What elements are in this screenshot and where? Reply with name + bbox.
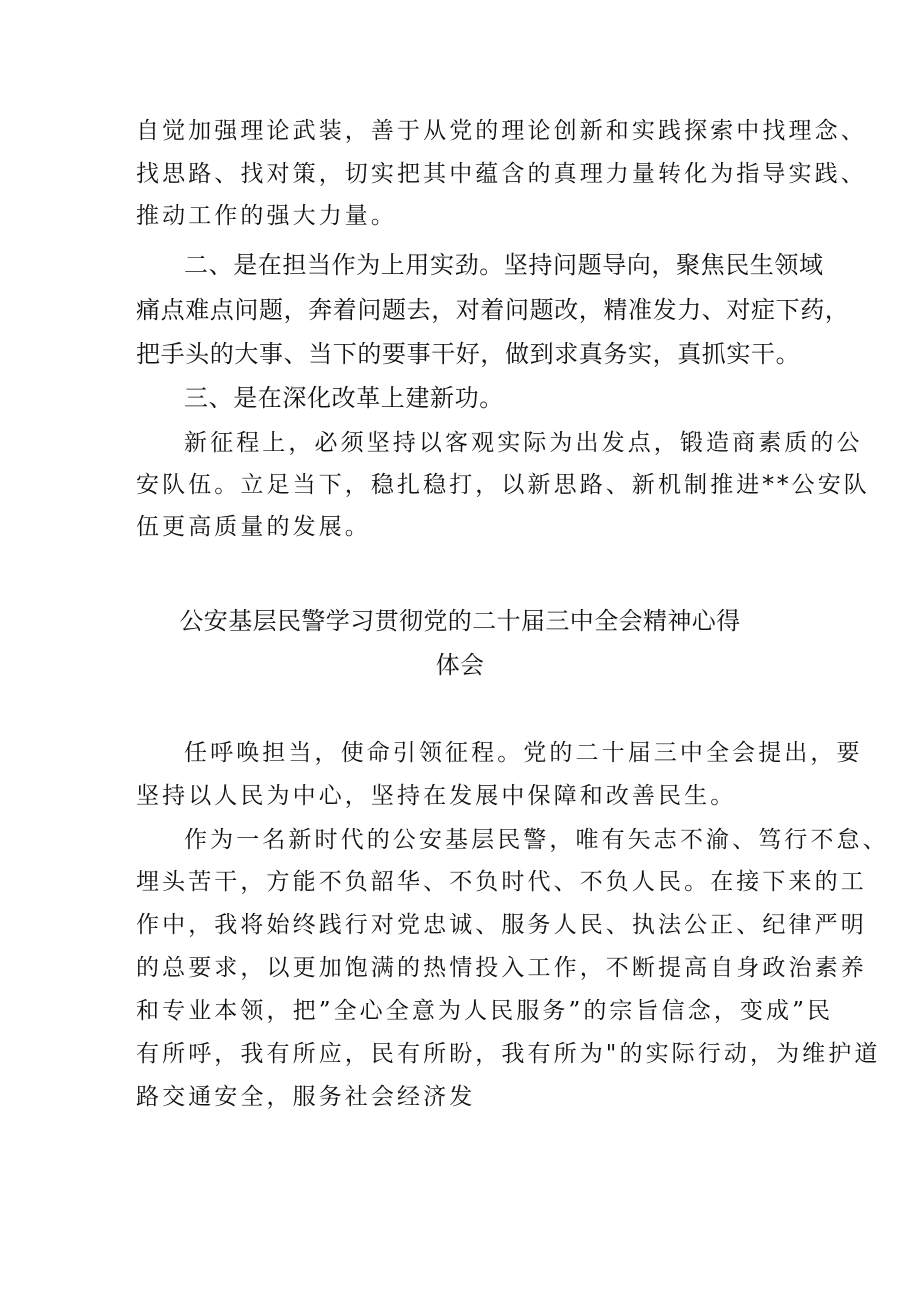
paragraph-line: 的总要求，以更加饱满的热情投入工作，不断提高自身政治素养: [136, 955, 867, 981]
paragraph-line: 推动工作的强大力量。: [136, 203, 397, 229]
paragraph-line: 路交通安全，服务社会经济发: [136, 1084, 476, 1110]
section-heading-line: 三、是在深化改革上建新功。: [184, 384, 504, 412]
section-heading-line: 二、是在担当作为上用实劲。坚持问题导向，聚焦民生领域: [184, 251, 824, 279]
section-heading-line: 痛点难点问题，奔着问题去，对着问题改，精准发力、对症下药，: [136, 296, 850, 324]
paragraph-line: 作中，我将始终践行对党忠诚、服务人民、执法公正、纪律严明: [136, 912, 867, 938]
paragraph-line: 自觉加强理论武装，善于从党的理论创新和实践探索中找理念、: [136, 118, 867, 144]
paragraph-line: 和专业本领，把”全心全意为人民服务”的宗旨信念，变成”民: [136, 998, 834, 1024]
paragraph-line: 伍更高质量的发展。: [136, 514, 371, 540]
paragraph-line: 作为一名新时代的公安基层民警，唯有矢志不渝、笃行不怠、: [184, 827, 889, 853]
paragraph-line: 找思路、找对策，切实把其中蕴含的真理力量转化为指导实践、: [136, 161, 867, 187]
article-title-line2: 体会: [435, 651, 485, 679]
paragraph-line: 安队伍。立足当下，稳扎稳打，以新思路、新机制推进**公安队: [136, 472, 870, 498]
paragraph-line: 任呼唤担当，使命引领征程。党的二十届三中全会提出，要: [184, 740, 863, 766]
article-title-line1: 公安基层民警学习贯彻党的二十届三中全会精神心得: [179, 607, 741, 635]
paragraph-line: 有所呼，我有所应，民有所盼，我有所为"的实际行动，为维护道: [136, 1041, 881, 1067]
paragraph-line: 新征程上，必须坚持以客观实际为出发点，锻造商素质的公: [184, 430, 863, 456]
section-heading-line: 把手头的大事、当下的要事干好，做到求真务实，真抓实干。: [136, 340, 801, 368]
paragraph-line: 埋头苦干，方能不负韶华、不负时代、不负人民。在接下来的工: [136, 869, 867, 895]
paragraph-line: 坚持以人民为中心，坚持在发展中保障和改善民生。: [136, 783, 737, 809]
